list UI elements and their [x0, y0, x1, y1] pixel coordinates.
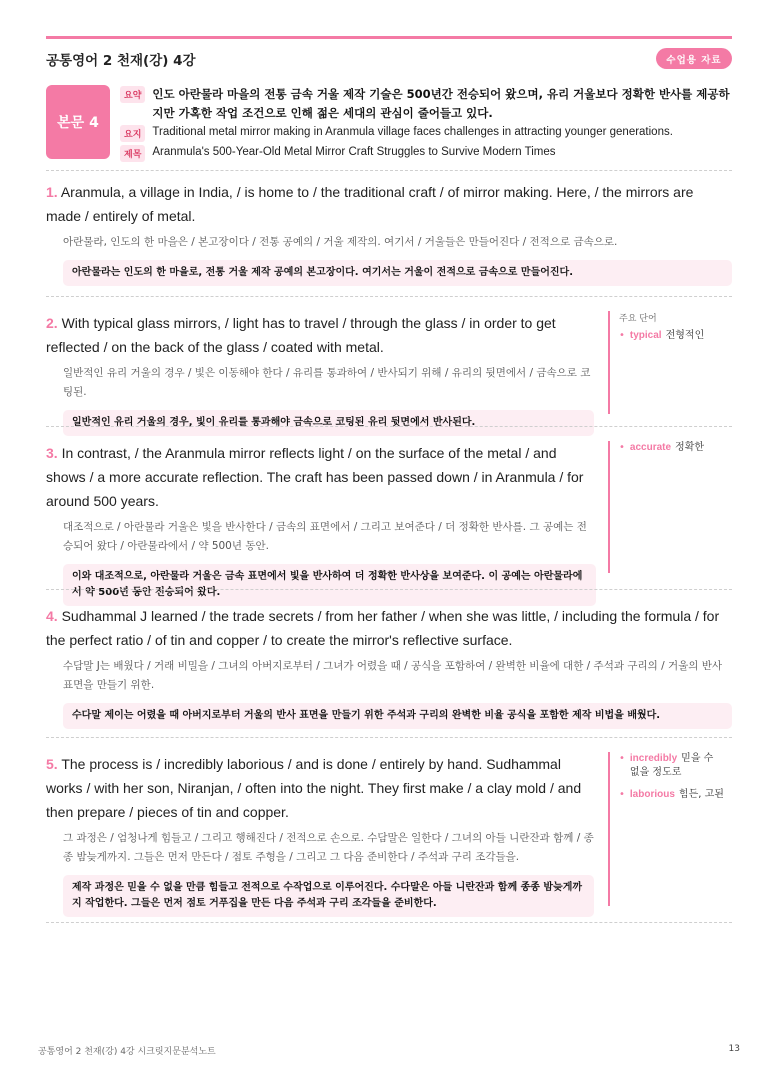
- sentence-english: [46, 180, 732, 228]
- sentence-full-translation: 수다말 제이는 어렸을 때 아버지로부터 거울의 반사 표면을 만들기 위한 주석과 구리의 완벽한 비율 공식을 포함한 제작 비법을 배웠다.: [63, 703, 732, 729]
- divider: [46, 296, 732, 297]
- sentence-block-5: [46, 752, 594, 917]
- sentence-full-translation: 제작 과정은 믿을 수 없을 만큼 힘들고 전적으로 수작업으로 이루어진다. 수다말은 아들 니란잔과 함께 종종 밤늦게까지 작업한다. 그들은 먼저 점토 거푸집을 만든 다음 주석과 구리 조각들을 준비한다.: [63, 875, 594, 917]
- sentence-block-3: [46, 441, 596, 606]
- sentence-text: Sudhammal J learned / the trade secrets / from her father / when she was little, / including the formula / for the perfect ratio / of tin and copper / to create the mirror's reflective surface.: [46, 608, 720, 648]
- vocab-panel-3: [608, 441, 704, 573]
- sentence-number: 2.: [46, 315, 58, 331]
- divider: [46, 922, 732, 923]
- sentence-chunk-translation: 대조적으로 / 아란물라 거울은 빛을 반사한다 / 금속의 표면에서 / 그리고 보여준다 / 더 정확한 반사를. 그 공예는 전승되어 왔다 / 아란물라에서 / 약 500년 동안.: [63, 521, 587, 552]
- bullet-icon: •: [619, 753, 625, 764]
- sentence-text: Aranmula, a village in India, / is home to / the traditional craft / of mirror making. Here, / the mirrors are made / entirely of metal.: [46, 184, 694, 224]
- sentence-english: [46, 752, 594, 824]
- sentence-block-2: [46, 311, 594, 436]
- sentence-number: 3.: [46, 445, 58, 461]
- sentence-english: [46, 604, 732, 652]
- sentence-text: The process is / incredibly laborious / and is done / entirely by hand. Sudhammal works / with her son, Niranjan, / often into the night. They first make / a clay mold / and then prepare / pieces of tin and copper.: [46, 756, 582, 820]
- top-accent-bar: [46, 36, 732, 39]
- divider: [46, 170, 732, 171]
- sentence-english: [46, 441, 596, 513]
- lesson-label: 본문 4: [46, 85, 110, 159]
- summary-row-yoyak: [120, 85, 732, 123]
- sentence-block-1: [46, 180, 732, 286]
- tag-yoyak: 요약: [120, 86, 145, 103]
- class-material-badge: 수업용 자료: [656, 48, 732, 69]
- divider: [46, 589, 732, 590]
- sentence-text: In contrast, / the Aranmula mirror reflects light / on the surface of the metal / and shows / a more accurate reflection. The craft has been passed down / in Aranmula / for around 500 years.: [46, 445, 584, 509]
- title-text: Aranmula's 500-Year-Old Metal Mirror Craft Struggles to Survive Modern Times: [152, 146, 556, 158]
- vocab-word: laborious: [629, 789, 675, 800]
- sentence-number: 5.: [46, 756, 58, 772]
- sentence-english: [46, 311, 594, 359]
- vocab-panel-2: [608, 311, 704, 414]
- page-title: 공통영어 2 천재(강) 4강: [46, 53, 196, 69]
- summary-row-yoji: [120, 124, 673, 142]
- sentence-chunk-translation: 그 과정은 / 엄청나게 힘들고 / 그리고 행해진다 / 전적으로 손으로. 수담말은 일한다 / 그녀의 아들 니란잔과 함께 / 종종 밤늦게까지. 그들은 먼저 만든다 / 점토 주형을 / 그리고 그 다음 준비한다 / 주석과 구리 조각들을.: [63, 832, 594, 863]
- vocab-meaning: 믿을 수 없을 정도로: [629, 753, 714, 778]
- sentence-full-translation: 일반적인 유리 거울의 경우, 빛이 유리를 통과해야 금속으로 코팅된 유리 뒷면에서 반사된다.: [63, 410, 594, 436]
- sentence-full-translation: 이와 대조적으로, 아란물라 거울은 금속 표면에서 빛을 반사하여 더 정확한 반사상을 보여준다. 이 공예는 아란물라에서 약 500년 동안 전승되어 왔다.: [63, 564, 596, 606]
- divider: [46, 737, 732, 738]
- sentence-text: With typical glass mirrors, / light has to travel / through the glass / in order to get reflected / on the back of the glass / coated with metal.: [46, 315, 556, 355]
- sentence-block-4: [46, 604, 732, 729]
- tag-yoji: 요지: [120, 125, 145, 142]
- vocab-word: incredibly: [629, 753, 678, 764]
- vocab-meaning: 전형적인: [665, 330, 705, 341]
- bullet-icon: •: [619, 442, 625, 453]
- tag-jemok: 제목: [120, 145, 145, 162]
- vocab-item: [619, 788, 726, 802]
- summary-row-jemok: [120, 144, 556, 162]
- divider: [46, 426, 732, 427]
- vocab-item: [619, 441, 704, 455]
- vocab-panel-5: [608, 752, 726, 906]
- vocab-meaning: 힘든, 고된: [678, 789, 724, 800]
- sentence-chunk-translation: 수담말 J는 배웠다 / 거래 비밀을 / 그녀의 아버지로부터 / 그녀가 어렸을 때 / 공식을 포함하여 / 완벽한 비율에 대한 / 주석과 구리의 / 거울의 반사 표면을 만들기 위한.: [63, 660, 723, 691]
- sentence-full-translation: 아란물라는 인도의 한 마을로, 전통 거울 제작 공예의 본고장이다. 여기서는 거울이 전적으로 금속으로 만들어진다.: [63, 260, 732, 286]
- sentence-number: 4.: [46, 608, 58, 624]
- page-number: 13: [728, 1044, 740, 1054]
- vocab-word: accurate: [629, 442, 672, 453]
- bullet-icon: •: [619, 789, 625, 800]
- sentence-chunk-translation: 일반적인 유리 거울의 경우 / 빛은 이동해야 한다 / 유리를 통과하여 / 반사되기 위해 / 유리의 뒷면에서 / 금속으로 코팅된.: [63, 367, 591, 398]
- vocab-word: typical: [629, 330, 662, 341]
- sentence-number: 1.: [46, 184, 58, 200]
- sentence-chunk-translation: 아란물라, 인도의 한 마을은 / 본고장이다 / 전통 공예의 / 거울 제작의. 여기서 / 거울들은 만들어진다 / 전적으로 금속으로.: [63, 236, 618, 248]
- footer-book-title: 공통영어 2 천재(강) 4강 시크릿지문분석노트: [38, 1047, 216, 1057]
- bullet-icon: •: [619, 330, 625, 341]
- vocab-item: [619, 752, 726, 780]
- vocab-heading: 주요 단어: [619, 314, 657, 324]
- main-idea-text: Traditional metal mirror making in Aranmula village faces challenges in attracting younger generations.: [152, 126, 673, 138]
- summary-text: 인도 아란물라 마을의 전통 금속 거울 제작 기술은 500년간 전승되어 왔으며, 유리 거울보다 정확한 반사를 제공하지만 가혹한 작업 조건으로 인해 젊은 세대의 관심이 줄어들고 있다.: [152, 87, 730, 120]
- vocab-item: [619, 329, 704, 343]
- vocab-meaning: 정확한: [675, 442, 705, 453]
